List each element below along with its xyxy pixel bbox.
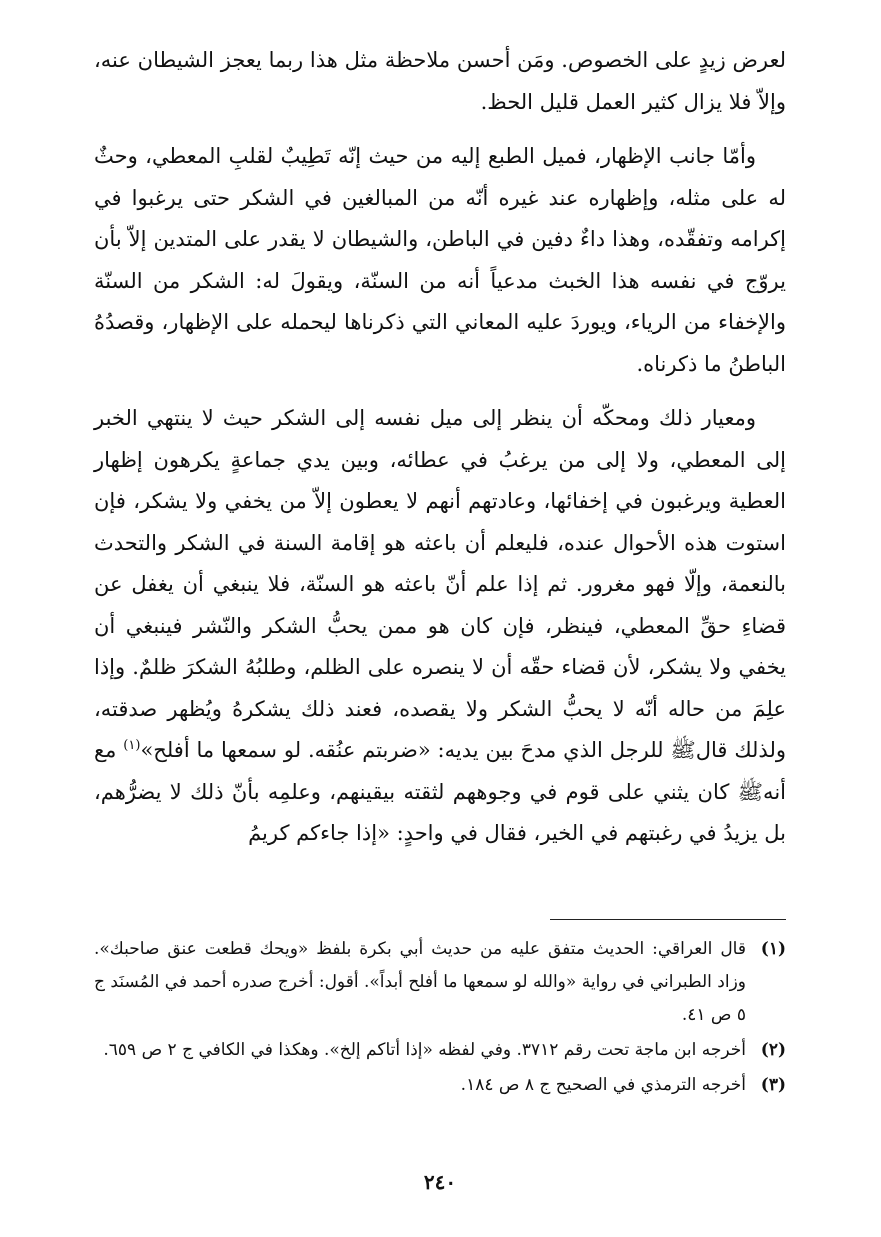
footnote-text: أخرجه ابن ماجة تحت رقم ٣٧١٢. وفي لفظه «إذا أتاكم إلخ». وهكذا في الكافي ج ٢ ص ٦٥٩. (103, 1040, 746, 1060)
footnote-text: أخرجه الترمذي في الصحيح ج ٨ ص ١٨٤. (460, 1075, 746, 1095)
footnote-2 (94, 1034, 786, 1067)
page-number: ٢٤٠ (423, 1170, 457, 1194)
paragraph-3-text-a: ومعيار ذلك ومحكّه أن ينظر إلى ميل نفسه إلى الشكر حيث لا ينتهي الخبر إلى المعطي، ولا إلى من يرغبُ في عطائه، وبين يدي جماعةٍ يكرهون إظهار العطية ويرغبون في إخفائها، وعادتهم أنهم لا يعطون إلاّ من يخفي ولا يشكر، فإن استوت هذه الأحوال عنده، فليعلم أن باعثه هو إقامة السنة في الشكر والتحدث بالنعمة، وإلّا فهو مغرور. ثم إذا علم أنّ باعثه هو السنّة، فلا ينبغي أن يغفل عن قضاءِ حقِّ المعطي، فينظر، فإن كان هو ممن يحبُّ الشكر والنّشر فينبغي أن يخفي ولا يشكر، لأن قضاء حقّه أن لا ينصره على الظلم، وطلبُهُ الشكرَ ظلمٌ. وإذا علِمَ من حاله أنّه لا يحبُّ الشكر ولا يقصده، فعند ذلك يشكرهُ ويُظهر صدقته، ولذلك قالﷺ للرجل الذي مدحَ بين يديه: «ضربتم عنُقه. لو سمعها ما أفلح» (94, 406, 786, 762)
paragraph-2: وأمّا جانب الإظهار، فميل الطبع إليه من حيث إنّه تَطِيبٌ لقلبِ المعطي، وحثٌ له على مثله، وإظهاره عند غيره أنّه من المبالغين في الشكر حتى يرغبوا في إكرامه وتفقّده، وهذا داءٌ دفين في الباطن، والشيطان لا يقدر على المتدين إلاّ بأن يروّج في نفسه هذا الخبث مدعياً أنه من السنّة، ويقولَ له: الشكر من السنّة والإخفاء من الرياء، ويوردَ عليه المعاني التي ذكرناها ليحمله على الإظهار، وقصدُهُ الباطنُ ما ذكرناه. (94, 144, 786, 376)
paragraph-3-text-b: مع أنهﷺ كان يثني على قوم في وجوههم لثقته بيقينهم، وعلمِه بأنّ ذلك لا يضرُّهم، بل يزيدُ في رغبتهم في الخير، فقال في واحدٍ: «إذا جاءكم كريمُ (94, 738, 786, 845)
footnote-1 (94, 933, 786, 1032)
paragraph-3 (94, 398, 786, 855)
footnote-reference-1: (١) (123, 738, 141, 753)
footnote-number: (١) (760, 939, 786, 959)
footnotes (94, 933, 786, 1104)
book-page (94, 40, 786, 1200)
paragraph-1: لعرض زيدٍ على الخصوص. ومَن أحسن ملاحظة مثل هذا ربما يعجز الشيطان عنه، وإلاّ فلا يزال كثير العمل قليل الحظ. (94, 48, 786, 114)
footnote-number: (٣) (760, 1075, 786, 1095)
footnote-text: قال العراقي: الحديث متفق عليه من حديث أبي بكرة بلفظ «ويحك قطعت عنق صاحبك». وزاد الطبراني في رواية «والله لو سمعها ما أفلح أبداً». أقول: أخرج صدره أحمد في المُسنَد ج ٥ ص ٤١. (94, 939, 746, 1025)
footnote-separator (550, 919, 786, 920)
footnote-number: (٢) (760, 1040, 786, 1060)
footnote-3 (94, 1069, 786, 1102)
main-text (94, 40, 786, 855)
